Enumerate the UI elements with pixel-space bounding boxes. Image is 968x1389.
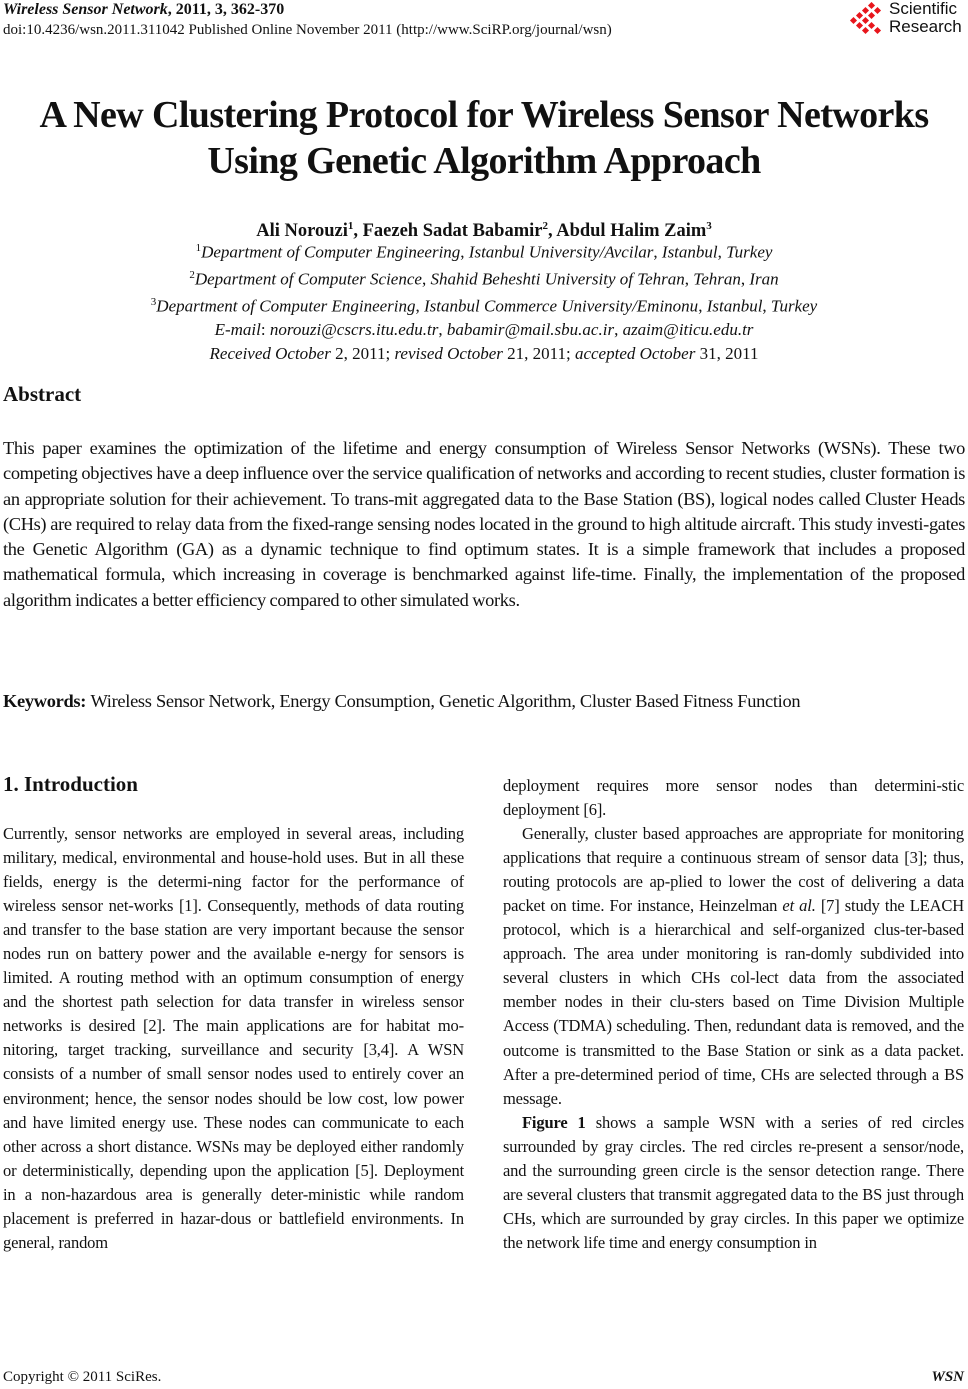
- revised-date: 21, 2011;: [502, 343, 575, 363]
- affiliation: $^1$Department of Computer Engineering, Istanbul University/Avcilar, Istanbul, Turkey: [195, 242, 773, 262]
- affil-sup: 2: [189, 269, 195, 282]
- keywords-label: Keywords:: [3, 691, 87, 711]
- author-sup: 2: [542, 220, 548, 232]
- text-run: Generally, cluster based approaches are appropriate for monitoring applications that require a continuous stream of sensor data [3]; thus, routing protocols are ap-plied to lower the cost of delivering a data packet on time. For instance, Heinzelman: [503, 824, 964, 916]
- affiliation: $^3$Department of Computer Engineering, Istanbul Commerce University/Eminonu, Istanbul, Turkey: [150, 296, 818, 316]
- email-line: E-mail: norouzi@cscrs.itu.edu.tr, babamir@mail.sbu.ac.ir, azaim@iticu.edu.tr: [214, 320, 754, 340]
- footer-copyright: Copyright © 2011 SciRes.: [3, 1369, 162, 1385]
- journal-volume: , 2011, 3, 362-370: [167, 1, 285, 18]
- intro-paragraph: deployment requires more sensor nodes than determini-stic deployment [6].: [503, 776, 964, 820]
- affil-inst: Istanbul Commerce University/Eminonu: [424, 296, 699, 316]
- affil-city: Istanbul: [661, 242, 718, 262]
- affil-inst: Istanbul University/Avcilar: [468, 242, 654, 262]
- logo-line2: Research: [889, 17, 962, 36]
- author-sep: ,: [547, 221, 557, 242]
- received-label: Received October: [209, 343, 331, 363]
- keywords-text: Wireless Sensor Network, Energy Consumption, Genetic Algorithm, Cluster Based Fitness Function: [90, 691, 801, 711]
- affil-dept: Department of Computer Science: [194, 269, 422, 289]
- title-line-2: Using Genetic Algorithm Approach: [207, 140, 761, 182]
- figure-1-reference[interactable]: Figure 1: [522, 1112, 586, 1132]
- email-link[interactable]: norouzi@cscrs.itu.edu.tr: [269, 320, 439, 340]
- intro-paragraph: Currently, sensor networks are employed in several areas, including military, medical, environmental and house-hold uses. But in all these fields, energy is the determi-ning factor for the performance of wireless sensor net-works [1]. Consequently, methods of data routing and transfer to the base station are very important because the sensor nodes run on battery power and the available e-nergy for sensors is limited. A routing method with an optimum consumption of energy and the shortest path selection for data transfer in wireless sensor networks is desired [2]. The main applications are for habitat mo-nitoring, target tracking, surveillance and security [3,4]. A WSN consists of a number of small sensor nodes used to entirely cover an environment; hence, the sensor nodes should be low cost, low power and have limited energy use. These nodes can communicate to each other across a short distance. WSNs may be deployed either randomly or deterministically, depending upon the application [5]. Deployment in a non-hazardous area is generally deter-ministic while random placement is preferred in hazar-dous or battlefield environments. In general, random: [3, 824, 464, 1252]
- email-link[interactable]: babamir@mail.sbu.ac.ir: [446, 320, 615, 340]
- footer-journal-abbr: WSN: [931, 1369, 964, 1385]
- logo-line1: Scientific: [889, 0, 958, 18]
- abstract-text: This paper examines the optimization of the lifetime and energy consumption of Wireless Sensor Networks (WSNs). These two competing objectives have a deep influence over the service qualification of networks and according to recent studies, cluster formation is an appropriate solution for their achievement. To trans-mit aggregated data to the Base Station (BS), logical nodes called Cluster Heads (CHs) are required to relay data from the fixed-range sensing nodes located in the ground to high altitude aircraft. This study investi-gates the Genetic Algorithm (GA) as a dynamic technique to find optimum states. It is a simple framework that includes a proposed mathematical formula, which increasing in coverage is benchmarked against life-time. Finally, the implementation of the proposed algorithm indicates a better efficiency compared to other simulated works.: [3, 438, 965, 610]
- dates-line: [0, 342, 968, 365]
- author-name: Ali Norouzi: [256, 221, 348, 242]
- revised-label: revised October: [394, 343, 503, 363]
- affil-country: Turkey: [726, 242, 773, 262]
- affil-sup: 1: [195, 242, 202, 254]
- text-run-italic: et al.: [782, 896, 816, 916]
- affil-city: Istanbul: [706, 296, 763, 316]
- affil-country: Turkey: [770, 296, 818, 316]
- author-sup: 1: [347, 220, 354, 232]
- keywords: [3, 690, 965, 714]
- email-link[interactable]: azaim@iticu.edu.tr: [622, 320, 754, 340]
- intro-paragraph: [503, 1111, 964, 1255]
- right-column: [503, 774, 964, 1255]
- author-sep: ,: [353, 221, 363, 242]
- affil-country: Iran: [749, 269, 779, 289]
- author-name: Abdul Halim Zaim: [556, 221, 707, 242]
- text-run: [7] study the LEACH protocol, which is a hierarchical and self-organized clus-ter-based approach. The area under monitoring is ran-domly subdivided into several clusters in which CHs col-lect data from the associated member nodes in their clu-sters based on Time Division Multiple Access (TDMA) scheduling. Then, redundant data is removed, and the outcome is transmitted to the Base Station or sink as a data packet. After a pre-determined period of time, CHs are selected through a BS message.: [503, 896, 964, 1108]
- logo-wordmark: [889, 0, 962, 36]
- paper-title: [0, 92, 968, 184]
- affiliation: $^2$Department of Computer Science, Shahid Beheshti University of Tehran, Tehran, Iran: [189, 269, 779, 289]
- intro-paragraph: [503, 822, 964, 1111]
- accepted-date: 31, 2011: [695, 343, 759, 363]
- publisher-logo: [849, 0, 967, 40]
- affil-inst: Shahid Beheshti University of Tehran: [430, 269, 685, 289]
- journal-name: Wireless Sensor Network: [3, 1, 168, 18]
- author-name: Faezeh Sadat Babamir: [362, 221, 543, 242]
- journal-citation: [3, 1, 284, 19]
- affil-city: Tehran: [693, 269, 741, 289]
- diamond-grid-icon: [849, 2, 885, 36]
- received-date: 2, 2011;: [330, 343, 395, 363]
- email-label: E-mail: [214, 320, 261, 340]
- title-line-1: A New Clustering Protocol for Wireless Sensor Networks: [39, 94, 929, 136]
- affil-dept: Department of Computer Engineering: [201, 242, 461, 262]
- doi-line: doi:10.4236/wsn.2011.311042 Published Online November 2011 (http://www.SciRP.org/journal/wsn): [3, 22, 612, 38]
- affiliations: [0, 237, 968, 365]
- affil-dept: Department of Computer Engineering: [156, 296, 416, 316]
- text-run: shows a sample WSN with a series of red circles surrounded by gray circles. The red circles re-present a sensor/node, and the surrounding green circle is the sensor detection range. There are several clusters that transmit aggregated data to the BS just through CHs, which are surrounded by gray circles. In this paper we optimize the network life time and energy consumption in: [503, 1112, 964, 1252]
- accepted-label: accepted October: [574, 343, 696, 363]
- author-sup: 3: [706, 220, 712, 232]
- left-column: [3, 822, 464, 1255]
- abstract-heading: Abstract: [3, 382, 82, 406]
- introduction-heading: 1. Introduction: [3, 772, 138, 796]
- affil-sup: 3: [150, 296, 157, 309]
